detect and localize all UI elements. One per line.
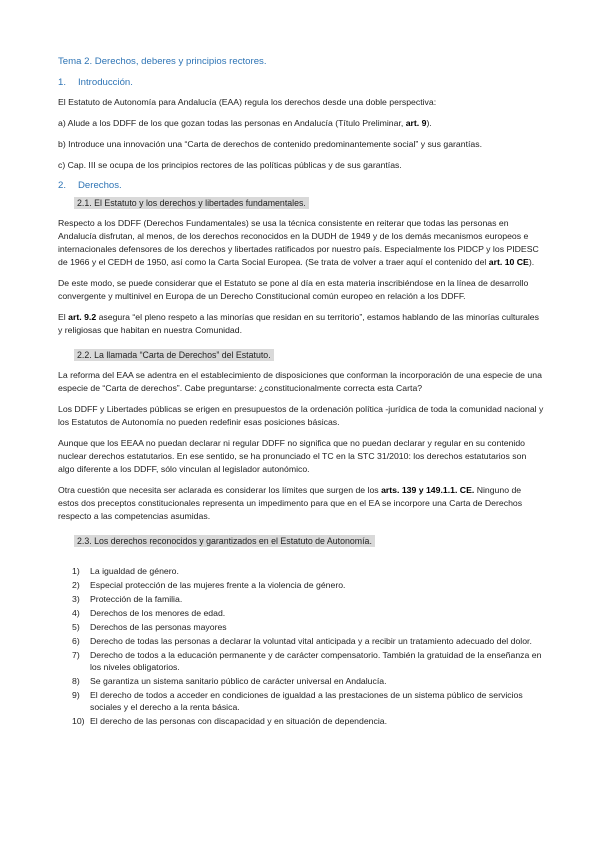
list-item bbox=[58, 579, 544, 591]
subsection-heading-2-1: 2.1. El Estatuto y los derechos y libertades fundamentales. bbox=[74, 197, 309, 209]
list-item bbox=[58, 689, 544, 713]
text-run: a) Alude a los DDFF de los que gozan todas las personas en Andalucía (Título Preliminar, bbox=[58, 118, 406, 128]
item-number: 5) bbox=[72, 622, 80, 632]
text-run: asegura “el pleno respeto a las minorías que residan en su territorio”, estamos hablando de las minorías culturales y religiosas que habitan en nuestra Comunidad. bbox=[58, 312, 539, 335]
bold-ref: art. 10 CE bbox=[488, 257, 529, 267]
paragraph: Aunque que los EEAA no puedan declarar ni regular DDFF no significa que no puedan declarar y regular en su contenido nuclear derechos estatutarios. En ese sentido, se ha pronunciado el TC en la STC 31/2010: los derechos estatutarios son algo diferente a los DDFF, sólo vinculan al legislador autonómico. bbox=[58, 438, 527, 474]
item-number: 6) bbox=[72, 636, 80, 646]
item-text: Derecho de todos a la educación permanente y de carácter compensatorio. También la gratuidad de la enseñanza en los niveles obligatorios. bbox=[90, 650, 542, 672]
bold-ref: arts. 139 y 149.1.1. CE. bbox=[381, 485, 475, 495]
subsection-heading-2-3: 2.3. Los derechos reconocidos y garantizados en el Estatuto de Autonomía. bbox=[74, 535, 375, 547]
item-text: Derechos de los menores de edad. bbox=[90, 608, 226, 618]
item-text: El derecho de las personas con discapacidad y en situación de dependencia. bbox=[90, 716, 388, 726]
bold-ref: art. 9.2 bbox=[68, 312, 97, 322]
list-item bbox=[58, 621, 544, 633]
item-text: Protección de la familia. bbox=[90, 594, 183, 604]
text-run: ). bbox=[528, 257, 535, 267]
list-item bbox=[58, 715, 544, 727]
item-number: 10) bbox=[72, 716, 85, 726]
list-item bbox=[58, 649, 544, 673]
paragraph bbox=[58, 217, 544, 269]
item-text: Se garantiza un sistema sanitario público de carácter universal en Andalucía. bbox=[90, 676, 387, 686]
paragraph: La reforma del EAA se adentra en el establecimiento de disposiciones que conforman la incorporación de una especie de una especie de “Carta de derechos”. Cabe preguntarse: ¿constitucionalmente correcta esta Carta? bbox=[58, 370, 542, 393]
text-run: ). bbox=[426, 118, 432, 128]
item-text: La igualdad de género. bbox=[90, 566, 179, 576]
bold-ref: art. 9 bbox=[405, 118, 427, 128]
list-item bbox=[58, 675, 544, 687]
section-label: Derechos. bbox=[78, 180, 122, 191]
paragraph: De este modo, se puede considerar que el Estatuto se pone al día en esta materia inscribiéndose en la línea de desarrollo convergente y multinivel en Europa de un Derecho Constitucional común europeo en relación a los DDFF. bbox=[58, 278, 529, 301]
intro-item-a bbox=[58, 117, 544, 130]
intro-item-c: c) Cap. III se ocupa de los principios rectores de las políticas públicas y de sus garantías. bbox=[58, 160, 402, 170]
item-text: Especial protección de las mujeres frente a la violencia de género. bbox=[90, 580, 346, 590]
section-number: 2. bbox=[58, 180, 67, 191]
rights-list bbox=[58, 565, 544, 727]
list-item bbox=[58, 565, 544, 577]
paragraph bbox=[58, 484, 544, 523]
item-number: 1) bbox=[72, 566, 80, 576]
text-run: El bbox=[58, 312, 69, 322]
list-item bbox=[58, 635, 544, 647]
item-text: Derecho de todas las personas a declarar la voluntad vital anticipada y a recibir un tratamiento adecuado del dolor. bbox=[90, 636, 532, 646]
intro-item-b: b) Introduce una innovación una “Carta de derechos de contenido predominantemente social” y sus garantías. bbox=[58, 139, 483, 149]
item-number: 7) bbox=[72, 650, 80, 660]
intro-paragraph: El Estatuto de Autonomía para Andalucía (EAA) regula los derechos desde una doble perspectiva: bbox=[58, 97, 437, 107]
item-number: 4) bbox=[72, 608, 80, 618]
text-run: Otra cuestión que necesita ser aclarada es considerar los límites que surgen de los bbox=[58, 485, 382, 495]
item-number: 9) bbox=[72, 690, 80, 700]
item-number: 2) bbox=[72, 580, 80, 590]
section-heading-introduccion bbox=[58, 77, 544, 88]
item-number: 8) bbox=[72, 676, 80, 686]
paragraph bbox=[58, 311, 544, 337]
subsection-heading-2-2: 2.2. La llamada “Carta de Derechos” del Estatuto. bbox=[74, 349, 274, 361]
section-heading-derechos bbox=[58, 180, 544, 191]
item-text: Derechos de las personas mayores bbox=[90, 622, 227, 632]
item-number: 3) bbox=[72, 594, 80, 604]
document-page bbox=[58, 56, 544, 729]
paragraph: Los DDFF y Libertades públicas se erigen en presupuestos de la ordenación política -jurídica de toda la comunidad nacional y los Estatutos de Autonomía no pueden redefinir esas posiciones básicas. bbox=[58, 404, 544, 427]
list-item bbox=[58, 607, 544, 619]
list-item bbox=[58, 593, 544, 605]
section-label: Introducción. bbox=[78, 77, 133, 88]
item-text: El derecho de todos a acceder en condiciones de igualdad a las prestaciones de un sistema público de servicios sociales y el derecho a la renta básica. bbox=[90, 690, 523, 712]
text-run: Ninguno de estos dos preceptos constitucionales representa un impedimento para que en el EA se incorpore una Carta de Derechos respecto a las competencias asumidas. bbox=[58, 485, 523, 521]
section-number: 1. bbox=[58, 77, 67, 88]
document-title: Tema 2. Derechos, deberes y principios rectores. bbox=[58, 56, 267, 67]
text-run: Respecto a los DDFF (Derechos Fundamentales) se usa la técnica consistente en reiterar que todas las personas en Andalucía disfrutan, al menos, de los derechos reconocidos en la DUDH de 1949 y de los demás mecanismos europeos e internacionales defensores de los derechos y libertades ratificados por nuestro país. Especialmente los PIDCP y los PIDESC de 1966 y el CEDH de 1950, así como la Carta Social Europea. (Se trata de volver a traer aquí el contenido del bbox=[58, 218, 539, 267]
